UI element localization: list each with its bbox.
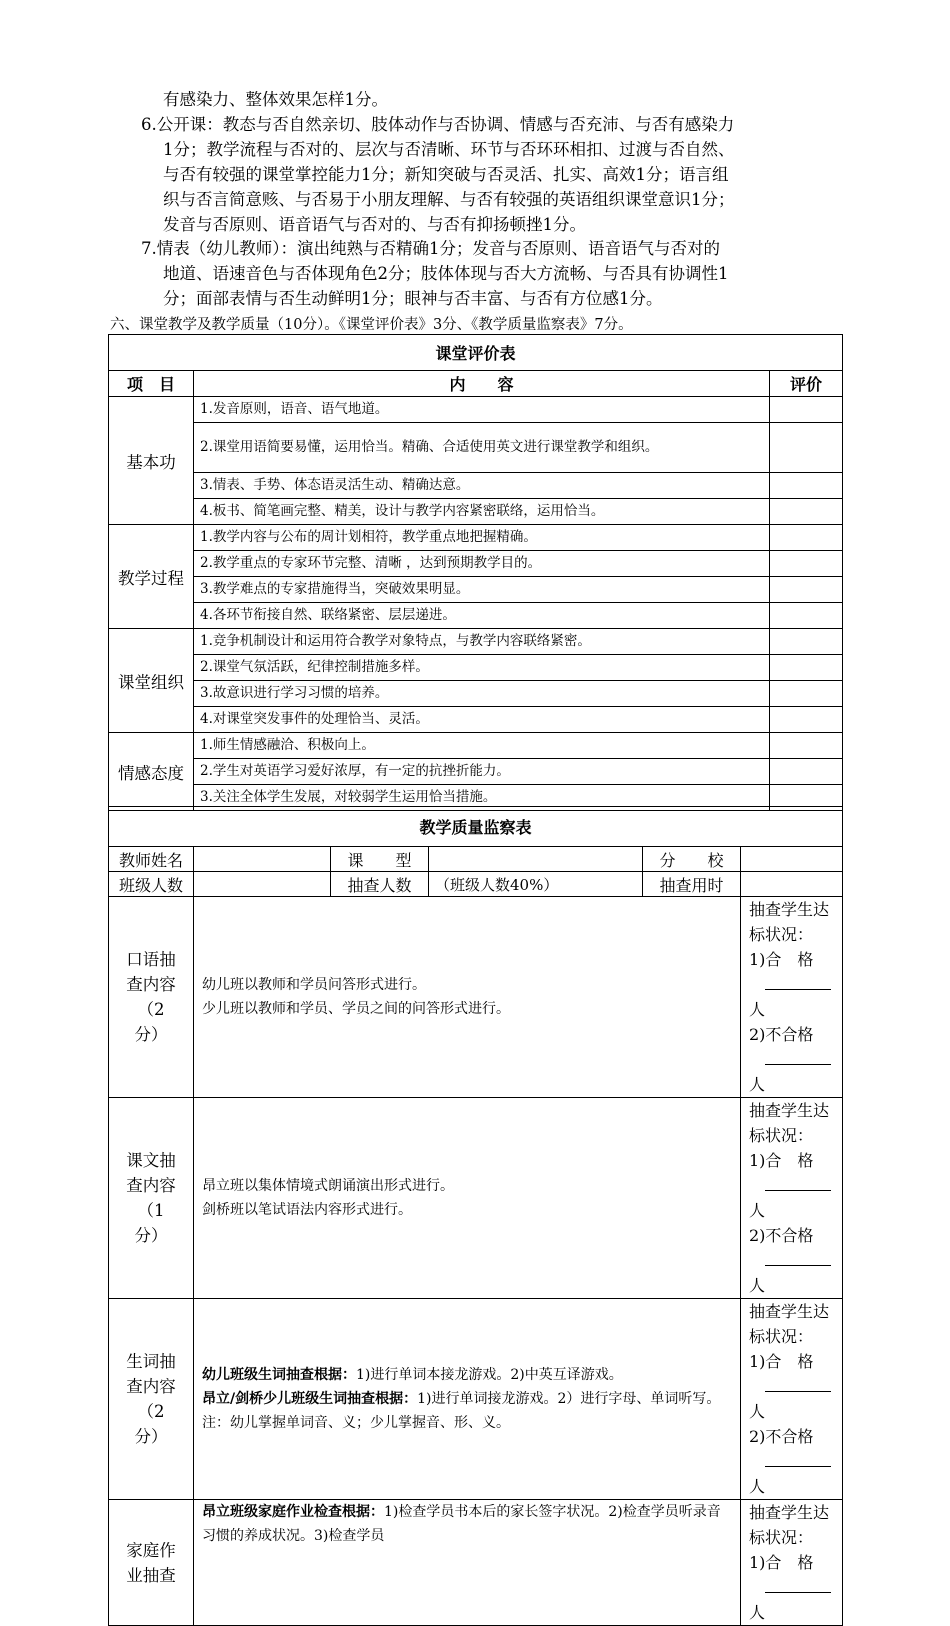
branch-label: 分 校 [643,847,741,872]
unit-label: 人 [749,1477,766,1496]
text-line: 1分；教学流程与否对的、层次与否清晰、环节与否环环相扣、过渡与否自然、 [163,140,735,159]
teacher-name-field[interactable] [194,847,331,872]
rating-cell[interactable] [770,681,843,707]
rating-cell[interactable] [770,525,843,551]
check-time-label: 抽查用时 [643,872,741,897]
criteria-item-6 [141,112,841,237]
header-content: 内 容 [194,371,770,397]
rating-cell[interactable] [770,397,843,423]
result-title: 抽查学生达标状况： [749,900,830,944]
pass-label: 1)合 格 [749,950,814,969]
pass-label: 1)合 格 [749,1151,814,1170]
category-cell: 家庭作 业抽查 [109,1500,194,1626]
rating-cell[interactable] [770,551,843,577]
fail-row [749,1424,834,1499]
description-cell: 昂立班级家庭作业检查根据：1)检查学员书本后的家长签字状况。2)检查学员听录音习惯的养成状况。3)检查学员 [194,1500,741,1626]
text-line: 与否有较强的课堂掌控能力1分；新知突破与否灵活、扎实、高效1分；语言组 [163,165,729,184]
lesson-type-field[interactable] [429,847,643,872]
pass-row [749,1550,834,1625]
pass-row [749,947,834,1022]
text-line: 发音与否原则、语音语气与否对的、与否有抑扬顿挫1分。 [163,215,586,234]
fail-label: 2)不合格 [749,1427,814,1446]
description-cell: 幼儿班级生词抽查根据：1)进行单词本接龙游戏。2)中英互译游戏。 昂立/剑桥少儿班级生词抽查根据：1)进行单词接龙游戏。2）进行字母、单词听写。 注：幼儿掌握单词音、义；少儿掌握音、形、义。 [194,1299,741,1500]
unit-label: 人 [749,1276,766,1295]
text-line: 分；面部表情与否生动鲜明1分；眼神与否丰富、与否有方位感1分。 [163,289,663,308]
criterion-cell: 4.对课堂突发事件的处理恰当、灵活。 [194,707,770,733]
fail-row [749,1223,834,1298]
result-cell [741,1299,843,1500]
result-cell [741,1500,843,1626]
result-cell [741,1098,843,1299]
unit-label: 人 [749,1075,766,1094]
criterion-cell: 3.故意识进行学习习惯的培养。 [194,681,770,707]
criterion-cell: 1.竞争机制设计和运用符合教学对象特点，与教学内容联络紧密。 [194,629,770,655]
teaching-quality-table [108,806,843,1626]
result-title: 抽查学生达标状况： [749,1101,830,1145]
pass-count-field[interactable] [765,1377,831,1392]
header-item: 项 目 [109,371,194,397]
fail-row [749,1022,834,1097]
fail-count-field[interactable] [765,1452,831,1467]
criterion-cell: 3.教学难点的专家措施得当，突破效果明显。 [194,577,770,603]
rating-cell[interactable] [770,759,843,785]
pass-label: 1)合 格 [749,1553,814,1572]
table-title: 课堂评价表 [109,335,843,371]
category-cell: 生词抽 查内容 （2 分） [109,1299,194,1500]
category-cell: 课文抽 查内容 （1 分） [109,1098,194,1299]
pass-count-field[interactable] [765,1176,831,1191]
unit-label: 人 [749,1402,766,1421]
rating-cell[interactable] [770,655,843,681]
fail-count-field[interactable] [765,1251,831,1266]
text-line: 6.公开课：教态与否自然亲切、肢体动作与否协调、情感与否充沛、与否有感染力 [141,115,735,134]
category-cell: 口语抽 查内容 （2 分） [109,897,194,1098]
criterion-cell: 1.师生情感融洽、积极向上。 [194,733,770,759]
text-line: 地道、语速音色与否体现角色2分；肢体体现与否大方流畅、与否具有协调性1 [163,264,729,283]
rating-cell[interactable] [770,473,843,499]
table-title: 教学质量监察表 [109,807,843,847]
pass-row [749,1148,834,1223]
result-title: 抽查学生达标状况： [749,1503,830,1547]
unit-label: 人 [749,1201,766,1220]
pass-label: 1)合 格 [749,1352,814,1371]
pass-row [749,1349,834,1424]
unit-label: 人 [749,1000,766,1019]
fail-label: 2)不合格 [749,1025,814,1044]
rating-cell[interactable] [770,603,843,629]
classroom-evaluation-table [108,334,843,811]
class-size-label: 班级人数 [109,872,194,897]
category-cell: 教学过程 [109,525,194,629]
criterion-cell: 3.情表、手势、体态语灵活生动、精确达意。 [194,473,770,499]
unit-label: 人 [749,1603,766,1622]
criterion-cell: 2.教学重点的专家环节完整、清晰 ，达到预期教学目的。 [194,551,770,577]
criterion-cell: 2.课堂气氛活跃，纪律控制措施多样。 [194,655,770,681]
teacher-name-label: 教师姓名 [109,847,194,872]
check-time-field[interactable] [741,872,843,897]
class-size-field[interactable] [194,872,331,897]
fail-count-field[interactable] [765,1050,831,1065]
text-line: 7.情表（幼儿教师）：演出纯熟与否精确1分；发音与否原则、语音语气与否对的 [141,239,720,258]
criterion-cell: 1.教学内容与公布的周计划相符，教学重点地把握精确。 [194,525,770,551]
rating-cell[interactable] [770,423,843,473]
rating-cell[interactable] [770,577,843,603]
result-cell [741,897,843,1098]
category-cell: 情感态度 [109,733,194,811]
rating-cell[interactable] [770,733,843,759]
section-6-heading: 六、课堂教学及教学质量（10分）。《课堂评价表》3分、《教学质量监察表》7分。 [110,317,633,333]
criterion-cell: 2.学生对英语学习爱好浓厚，有一定的抗挫折能力。 [194,759,770,785]
text-line: 织与否言简意赅、与否易于小朋友理解、与否有较强的英语组织课堂意识1分； [163,190,735,209]
header-rating: 评价 [770,371,843,397]
fail-label: 2)不合格 [749,1226,814,1245]
rating-cell[interactable] [770,629,843,655]
lesson-type-label: 课 型 [331,847,429,872]
criterion-cell: 3.关注全体学生发展，对较弱学生运用恰当措施。 [194,785,770,811]
criterion-cell: 1.发音原则，语音、语气地道。 [194,397,770,423]
text-line: 有感染力、整体效果怎样1分。 [163,90,388,109]
sample-count-field[interactable]: （班级人数40%） [429,872,643,897]
description-cell: 幼儿班以教师和学员问答形式进行。 少儿班以教师和学员、学员之间的问答形式进行。 [194,897,741,1098]
criterion-cell: 4.各环节衔接自然、联络紧密、层层递进。 [194,603,770,629]
category-cell: 课堂组织 [109,629,194,733]
intro-paragraph [163,87,843,112]
rating-cell[interactable] [770,499,843,525]
sample-count-label: 抽查人数 [331,872,429,897]
category-cell: 基本功 [109,397,194,525]
criteria-item-7 [141,236,841,311]
result-title: 抽查学生达标状况： [749,1302,830,1346]
pass-count-field[interactable] [765,975,831,990]
criterion-cell: 2.课堂用语简要易懂，运用恰当。精确、合适使用英文进行课堂教学和组织。 [194,423,770,473]
rating-cell[interactable] [770,707,843,733]
criterion-cell: 4.板书、简笔画完整、精美，设计与教学内容紧密联络，运用恰当。 [194,499,770,525]
branch-field[interactable] [741,847,843,872]
description-cell: 昂立班以集体情境式朗诵演出形式进行。 剑桥班以笔试语法内容形式进行。 [194,1098,741,1299]
pass-count-field[interactable] [765,1578,831,1593]
